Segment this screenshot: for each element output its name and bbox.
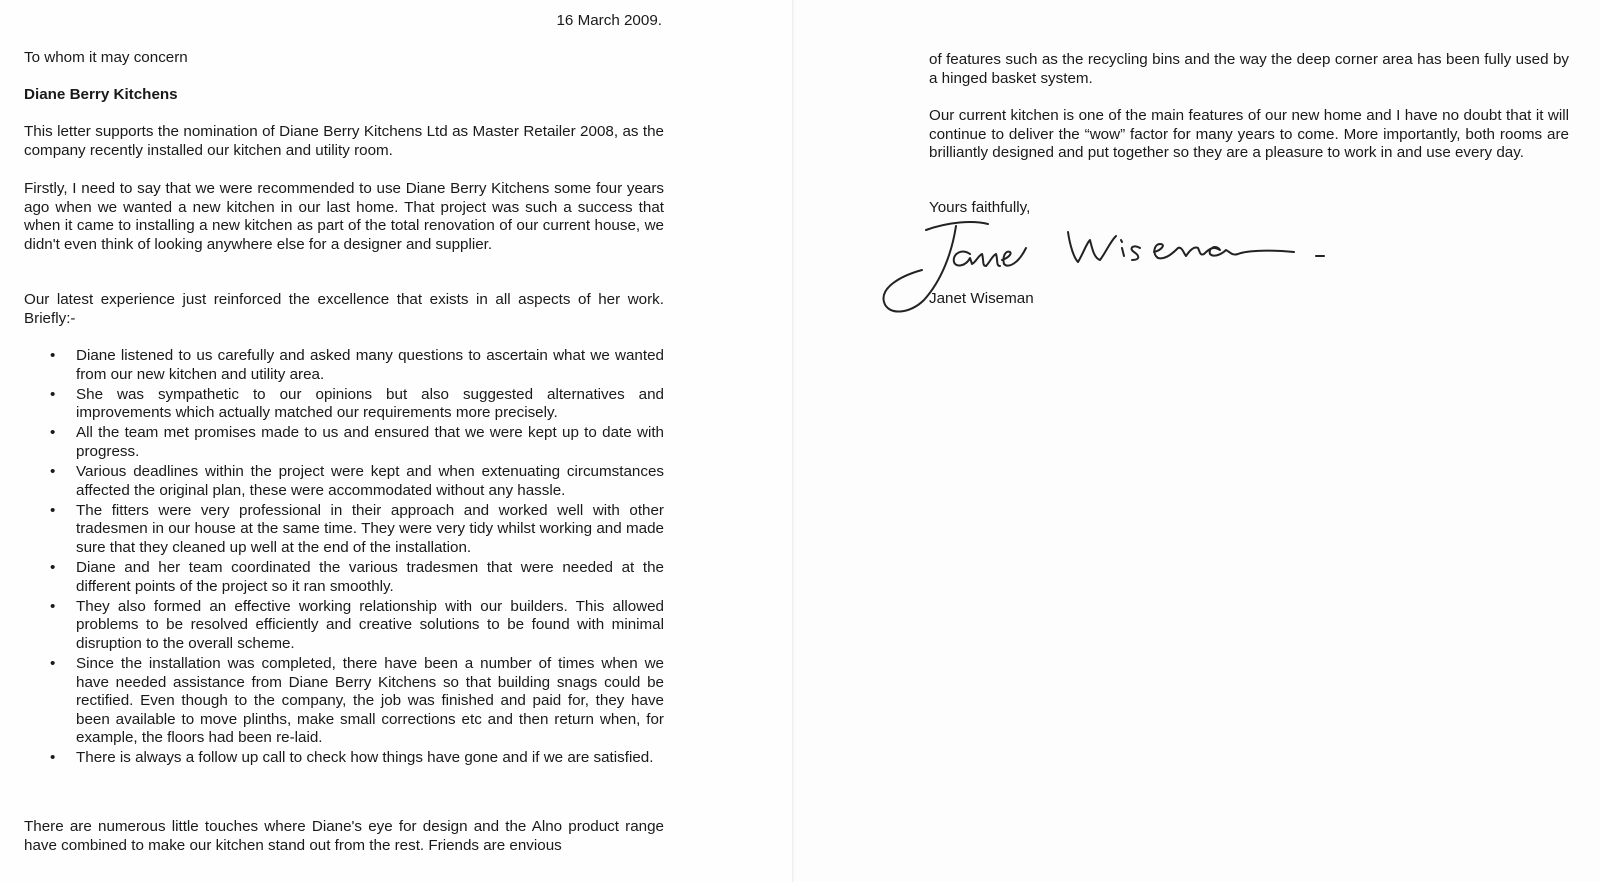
bullet-icon: • (50, 424, 56, 442)
signature-stroke (1132, 246, 1140, 260)
salutation: To whom it may concern (24, 49, 188, 66)
paragraph-recommendation: Firstly, I need to say that we were recommended to use Diane Berry Kitchens some four years ago when we wanted a new kitchen in our last home. That project was such a success that when it came to installing a new kitchen as part of the total renovation of our current house, we didn't even think of looking anywhere else for a designer and supplier. (24, 180, 664, 253)
list-item (24, 463, 664, 500)
signature-stroke (954, 252, 1000, 266)
signature-stroke (1002, 248, 1026, 266)
bullet-icon: • (50, 385, 56, 403)
signature-stroke (1121, 240, 1124, 256)
signature-stroke (1068, 232, 1116, 262)
bullet-text: The fitters were very professional in their approach and worked well with other tradesmen in our house at the same time. They were very tidy whilst working and made sure that they cleaned up well at the end of the installation. (76, 501, 664, 556)
signature-stroke (1154, 244, 1294, 258)
list-item (24, 502, 664, 558)
list-item (24, 347, 664, 384)
bullet-icon: • (50, 597, 56, 615)
paragraph-current-kitchen: Our current kitchen is one of the main features of our new home and I have no doubt that it will continue to deliver the “wow” factor for many years to come. More importantly, both rooms are brilliantly designed and put together so they are a pleasure to work in and use every day. (929, 107, 1569, 162)
letter-heading: Diane Berry Kitchens (24, 86, 178, 103)
letter-date: 16 March 2009. (556, 12, 662, 29)
bullet-text: She was sympathetic to our opinions but also suggested alternatives and improvements which actually matched our requirements more precisely. (76, 385, 664, 422)
bullet-icon: • (50, 655, 56, 672)
bullet-icon: • (50, 749, 56, 767)
bullet-text: Diane listened to us carefully and asked many questions to ascertain what we wanted from our new kitchen and utility area. (76, 347, 664, 383)
bullet-icon: • (50, 347, 56, 364)
signer-name: Janet Wiseman (929, 290, 1034, 307)
bullet-list (24, 347, 664, 770)
list-item (24, 655, 664, 748)
paragraph-features: of features such as the recycling bins and the way the deep corner area has been fully used by a hinged basket system. (929, 51, 1569, 87)
list-item (24, 559, 664, 596)
closing-line: Yours faithfully, (929, 199, 1031, 216)
bullet-icon: • (50, 559, 56, 577)
left-page (0, 0, 793, 882)
paragraph-touches: There are numerous little touches where Diane's eye for design and the Alno product range have combined to make our kitchen stand out from the rest. Friends are envious (24, 818, 664, 854)
list-item (24, 749, 664, 768)
bullet-text: There is always a follow up call to check how things have gone and if we are satisfied. (76, 749, 654, 767)
bullet-text: Since the installation was completed, there have been a number of times when we have needed assistance from Diane Berry Kitchens so that building snags could be rectified. Even though to the company, the job was finished and paid for, they have been available to move plinths, make small corrections etc and then return when, for example, the floors had been re-laid. (76, 655, 664, 747)
bullet-icon: • (50, 501, 56, 519)
bullet-text: Diane and her team coordinated the various tradesmen that were needed at the different points of the project so it ran smoothly. (76, 559, 664, 595)
list-item (24, 386, 664, 423)
list-item (24, 598, 664, 654)
paragraph-experience: Our latest experience just reinforced the excellence that exists in all aspects of her work. Briefly:- (24, 291, 664, 327)
bullet-text: They also formed an effective working relationship with our builders. This allowed problems to be resolved efficiently and creative solutions to be found with minimal disruption to the overall scheme. (76, 597, 664, 652)
list-item (24, 424, 664, 461)
bullet-text: Various deadlines within the project were kept and when extenuating circumstances affected the original plan, these were accommodated without any hassle. (76, 463, 664, 499)
paragraph-nomination: This letter supports the nomination of Diane Berry Kitchens Ltd as Master Retailer 2008, as the company recently installed our kitchen and utility room. (24, 123, 664, 159)
bullet-icon: • (50, 463, 56, 481)
bullet-text: All the team met promises made to us and ensured that we were kept up to date with progress. (76, 424, 664, 460)
